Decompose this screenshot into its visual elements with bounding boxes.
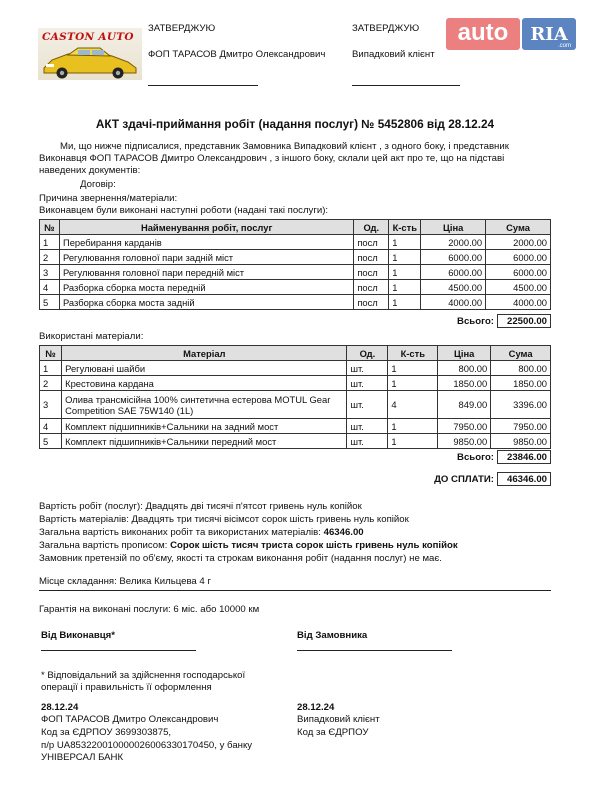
col-header-price: Ціна [421,220,486,235]
table-row [40,361,551,376]
cell-number: 1 [40,235,60,250]
no-claims-text: Замовник претензій по об'єму, якості та строкам виконання робіт (надання послуг) не має. [39,553,442,564]
date-left: 28.12.24 [41,702,79,713]
contract-label: Договір: [80,179,116,190]
approver-left-name: ФОП ТАРАСОВ Дмитро Олександрович [148,49,326,60]
cell-sum: 6000.00 [486,250,551,265]
signature-line-left [148,85,258,86]
cell-sum: 6000.00 [486,265,551,280]
car-logo-icon [38,42,142,80]
materials-total-value: 23846.00 [497,450,551,464]
total-words-label: Загальна вартість прописом: [39,540,171,551]
works-cost-words: Вартість робіт (послуг): Двадцять дві тисячі п'ятсот гривень нуль копійок [39,501,362,512]
warranty-text: Гарантія на виконані послуги: 6 міс. або 10000 км [39,604,260,615]
col-header-sum: Сума [486,220,551,235]
cell-number: 1 [40,361,62,376]
cell-sum: 4000.00 [486,295,551,310]
logo-text: CASTON AUTO [42,31,134,43]
table-row [40,376,551,391]
reason-label: Причина звернення/матеріали: [39,193,178,204]
note-line-1: * Відповідальний за здійснення господарської [41,670,246,681]
materials-header-row [40,346,551,361]
intro-line-3: наведених документів: [39,165,141,176]
table-row [40,265,551,280]
col-header-number: № [40,220,60,235]
pay-label: ДО СПЛАТИ: [434,474,494,485]
cell-sum: 800.00 [491,361,551,376]
col-header-number: № [40,346,62,361]
watermark-ria-box [522,18,576,50]
approve-right-label: ЗАТВЕРДЖУЮ [352,23,420,34]
cell-price: 7950.00 [438,419,491,434]
cell-price: 6000.00 [421,250,486,265]
cell-unit: шт. [347,434,388,449]
cell-material-line-1: Олива трансмісійна 100% синтетична естерова MOTUL Gear [65,393,331,405]
intro-line-1: Ми, що нижче підписалися, представник Замовника Випадковий клієнт , з одного боку, і представник [60,141,509,152]
cell-qty: 4 [388,391,438,419]
cell-number: 2 [40,250,60,265]
cell-price: 849.00 [438,391,491,419]
signature-line-right [352,85,460,86]
executor-signature-line [41,650,196,651]
col-header-unit: Од. [354,220,389,235]
total-cost-label: Загальна вартість виконаних робіт та використаних матеріалів: [39,527,324,538]
cell-material-multiline [62,391,347,419]
col-header-qty: К-сть [388,346,438,361]
from-executor-label: Від Виконавця* [41,630,115,641]
note-line-2: операції і правильність її оформлення [41,682,212,693]
cell-unit: посл [354,250,389,265]
executor-bank: УНІВЕРСАЛ БАНК [41,752,124,763]
cell-sum: 2000.00 [486,235,551,250]
col-header-name: Найменування робіт, послуг [59,220,353,235]
col-header-material: Матеріал [62,346,347,361]
cell-number: 4 [40,419,62,434]
col-header-price: Ціна [438,346,491,361]
company-logo [38,28,142,80]
cell-number: 3 [40,265,60,280]
cell-sum: 3396.00 [491,391,551,419]
cell-number: 5 [40,295,60,310]
materials-intro: Використані матеріали: [39,331,144,342]
cell-name: Регулювання головної пари задній міст [59,250,353,265]
watermark-com-text: .com [557,43,571,49]
cell-material: Комплект підшипників+Сальники на задний мост [62,419,347,434]
cell-material: Регулювані шайби [62,361,347,376]
cell-unit: шт. [347,419,388,434]
materials-cost-words: Вартість матеріалів: Двадцять три тисячі вісімсот сорок шість гривень нуль копійок [39,514,409,525]
autoria-watermark [440,14,580,54]
cell-qty: 1 [389,295,421,310]
executor-code: Код за ЄДРПОУ 3699303875, [41,727,172,738]
table-row [40,295,551,310]
cell-sum: 4500.00 [486,280,551,295]
works-intro: Виконавцем були виконані наступні роботи (надані такі послуги): [39,205,329,216]
works-table [39,219,551,310]
cell-price: 4000.00 [421,295,486,310]
cell-number: 2 [40,376,62,391]
date-right: 28.12.24 [297,702,335,713]
cell-name: Разборка сборка моста передній [59,280,353,295]
from-customer-label: Від Замовника [297,630,368,641]
place-underline [39,590,551,591]
cell-price: 800.00 [438,361,491,376]
cell-material-line-2: Competition SAE 75W140 (1L) [65,404,194,416]
cell-number: 5 [40,434,62,449]
cell-name: Разборка сборка моста задній [59,295,353,310]
cell-name: Перебирання карданів [59,235,353,250]
cell-unit: шт. [347,376,388,391]
cell-unit: посл [354,280,389,295]
works-total-value: 22500.00 [497,314,551,328]
total-words-line [39,540,458,552]
place-of-signing: Місце складання: Велика Кильцева 4 г [39,576,211,587]
cell-qty: 1 [389,250,421,265]
cell-unit: посл [354,235,389,250]
cell-unit: шт. [347,391,388,419]
watermark-ria-text: RIA [530,24,568,45]
cell-price: 9850.00 [438,434,491,449]
cell-price: 4500.00 [421,280,486,295]
col-header-qty: К-сть [389,220,421,235]
materials-table [39,345,551,449]
executor-account: п/р UA853220010000026006330170450, у банку [41,740,253,751]
cell-qty: 1 [389,235,421,250]
cell-unit: посл [354,295,389,310]
cell-price: 6000.00 [421,265,486,280]
table-row [40,434,551,449]
table-row [40,280,551,295]
cell-qty: 1 [389,265,421,280]
table-row [40,250,551,265]
cell-unit: посл [354,265,389,280]
total-cost-line [39,527,364,539]
approve-left-label: ЗАТВЕРДЖУЮ [148,23,216,34]
total-cost-value: 46346.00 [323,527,364,538]
col-header-sum: Сума [491,346,551,361]
document-title: АКТ здачі-приймання робіт (надання послуг) № 5452806 від 28.12.24 [95,117,495,131]
cell-name: Регулювання головної пари передній міст [59,265,353,280]
customer-code: Код за ЄДРПОУ [297,727,369,738]
cell-qty: 1 [388,376,438,391]
cell-qty: 1 [388,434,438,449]
table-row [40,391,551,419]
cell-unit: шт. [347,361,388,376]
works-total-label: Всього: [457,316,494,327]
cell-qty: 1 [388,361,438,376]
table-row [40,419,551,434]
cell-sum: 9850.00 [491,434,551,449]
cell-number: 3 [40,391,62,419]
total-words-value: Сорок шість тисяч триста сорок шість гривень нуль копійок [170,540,458,551]
intro-line-2: Виконавця ФОП ТАРАСОВ Дмитро Олександрович , з іншого боку, склали цей акт про те, що на підставі [39,153,505,164]
cell-sum: 7950.00 [491,419,551,434]
cell-material: Комплект підшипників+Сальники передний мост [62,434,347,449]
watermark-auto-text: auto [446,18,520,50]
works-header-row [40,220,551,235]
cell-material: Крестовина кардана [62,376,347,391]
col-header-unit: Од. [347,346,388,361]
cell-number: 4 [40,280,60,295]
cell-qty: 1 [389,280,421,295]
pay-value: 46346.00 [497,472,551,486]
approver-right-name: Випадковий клієнт [352,49,435,60]
cell-price: 1850.00 [438,376,491,391]
materials-total-label: Всього: [457,452,494,463]
customer-name: Випадковий клієнт [297,714,380,725]
executor-name: ФОП ТАРАСОВ Дмитро Олександрович [41,714,219,725]
table-row [40,235,551,250]
cell-qty: 1 [388,419,438,434]
customer-signature-line [297,650,452,651]
cell-price: 2000.00 [421,235,486,250]
cell-sum: 1850.00 [491,376,551,391]
